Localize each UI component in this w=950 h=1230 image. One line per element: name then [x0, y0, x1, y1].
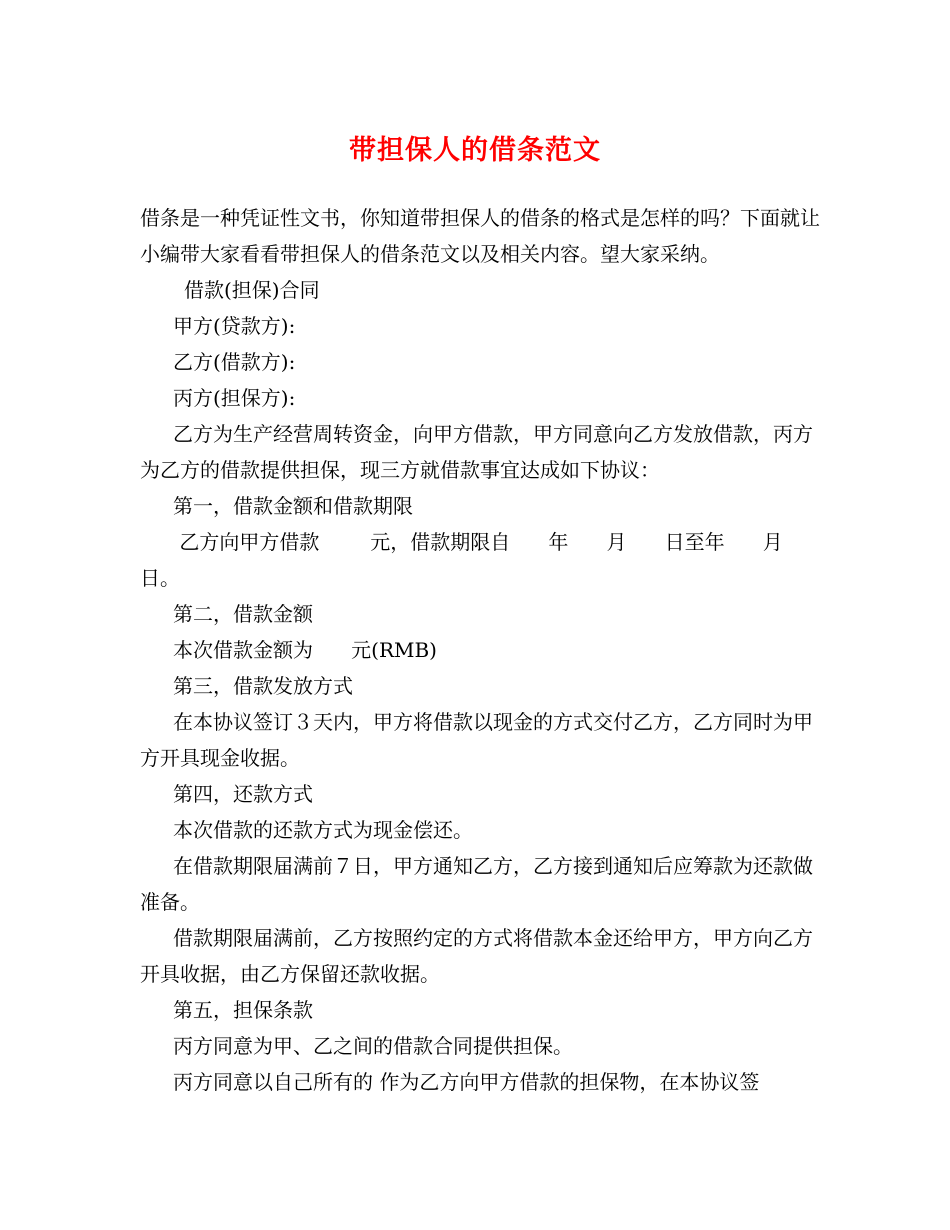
disbursement-paragraph: 在本协议签订３天内，甲方将借款以现金的方式交付乙方，乙方同时为甲方开具现金收据。 — [140, 710, 813, 770]
repayment-receipt-paragraph: 借款期限届满前，乙方按照约定的方式将借款本金还给甲方，甲方向乙方开具收据，由乙方保留还款收据。 — [140, 926, 813, 986]
loan-term-paragraph: 乙方向甲方借款 元，借款期限自 年 月 日至年 月 日。 — [140, 530, 821, 590]
contract-heading: 借款(担保)合同 — [184, 278, 320, 302]
section-heading-1: 第一，借款金额和借款期限 — [173, 494, 413, 518]
repayment-notice-paragraph: 在借款期限届满前７日，甲方通知乙方，乙方接到通知后应筹款为还款做准备。 — [140, 854, 813, 914]
guarantee-line: 丙方同意为甲、乙之间的借款合同提供担保。 — [173, 1034, 573, 1058]
section-heading-2: 第二，借款金额 — [173, 602, 313, 626]
section-heading-4: 第四，还款方式 — [173, 782, 313, 806]
section-heading-5: 第五，担保条款 — [173, 998, 313, 1022]
party-c-line: 丙方(担保方): — [173, 386, 296, 410]
collateral-line: 丙方同意以自己所有的 作为乙方向甲方借款的担保物，在本协议签 — [173, 1070, 760, 1094]
loan-amount-line: 本次借款金额为 元(RMB) — [173, 638, 437, 662]
repayment-method-line: 本次借款的还款方式为现金偿还。 — [173, 818, 473, 842]
party-a-line: 甲方(贷款方): — [173, 314, 296, 338]
document-title: 带担保人的借条范文 — [349, 135, 601, 166]
document-body — [140, 200, 820, 1100]
section-heading-3: 第三，借款发放方式 — [173, 674, 353, 698]
preamble-paragraph: 乙方为生产经营周转资金，向甲方借款，甲方同意向乙方发放借款，丙方为乙方的借款提供担保，现三方就借款事宜达成如下协议： — [140, 422, 813, 482]
party-b-line: 乙方(借款方): — [173, 350, 296, 374]
intro-paragraph: 借条是一种凭证性文书，你知道带担保人的借条的格式是怎样的吗？下面就让小编带大家看看带担保人的借条范文以及相关内容。望大家采纳。 — [140, 206, 820, 266]
